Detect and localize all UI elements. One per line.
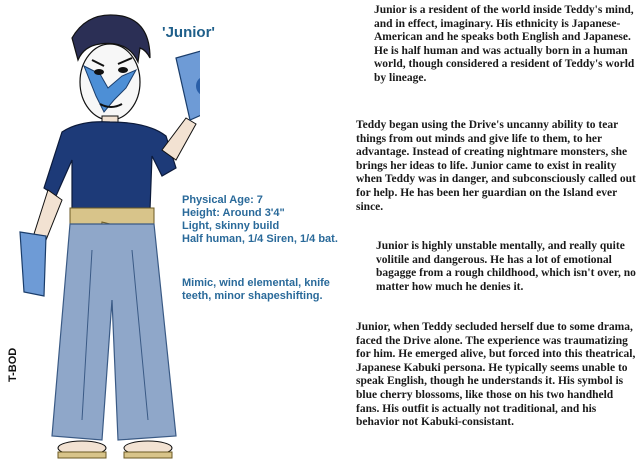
fan-raised: [176, 44, 200, 120]
fan-lowered: [20, 232, 46, 296]
bio-paragraph-personality: Junior is highly unstable mentally, and really quite volitile and dangerous. He has a lot of emotional bagagge from a rough childhood, which isn't over, no matter how much he denies it.: [376, 240, 636, 293]
abilities-text: Mimic, wind elemental, knife teeth, minor shapeshifting.: [182, 277, 330, 302]
sash: [70, 208, 154, 224]
character-stats: [182, 194, 352, 246]
bio-paragraph-kabuki: Junior, when Teddy secluded herself due to some drama, faced the Drive alone. The experience was traumatizing for him. He emerged alive, but forced into this theatrical, Japanese Kabuki persona. He typically seems unable to speak English, though he understands it. His symbol is blue cherry blossoms, like those on his two handheld fans. His outfit is actually not traditional, and his behavior not Kabuki-consistant.: [356, 321, 636, 429]
face: [80, 44, 140, 120]
stat-age: Physical Age: 7: [182, 194, 263, 206]
bio-paragraph-origin: Junior is a resident of the world inside Teddy's mind, and in effect, imaginary. His ethnicity is Japanese-American and he speaks both English and Japanese. He is half human and was actually born in a human world, though considered a resident of Teddy's world by lineage.: [374, 4, 635, 84]
stat-height: Height: Around 3'4": [182, 207, 285, 219]
pants: [52, 224, 176, 440]
shirt: [44, 122, 176, 212]
character-illustration: [0, 0, 200, 466]
stat-build: Light, skinny build: [182, 220, 280, 232]
page-title: 'Junior': [162, 24, 215, 41]
stat-heritage: Half human, 1/4 Siren, 1/4 bat.: [182, 233, 338, 245]
bio-paragraph-drive: Teddy began using the Drive's uncanny ability to tear things from out minds and give life to them, to her advantage. Instead of creating nightmare monsters, she brings her ideas to life. Junior came to exist in reality when Teddy was in danger, and subconsciously called out for help. He has been her guardian on the Island ever since.: [356, 119, 636, 213]
signature: T-BOD: [7, 347, 19, 382]
